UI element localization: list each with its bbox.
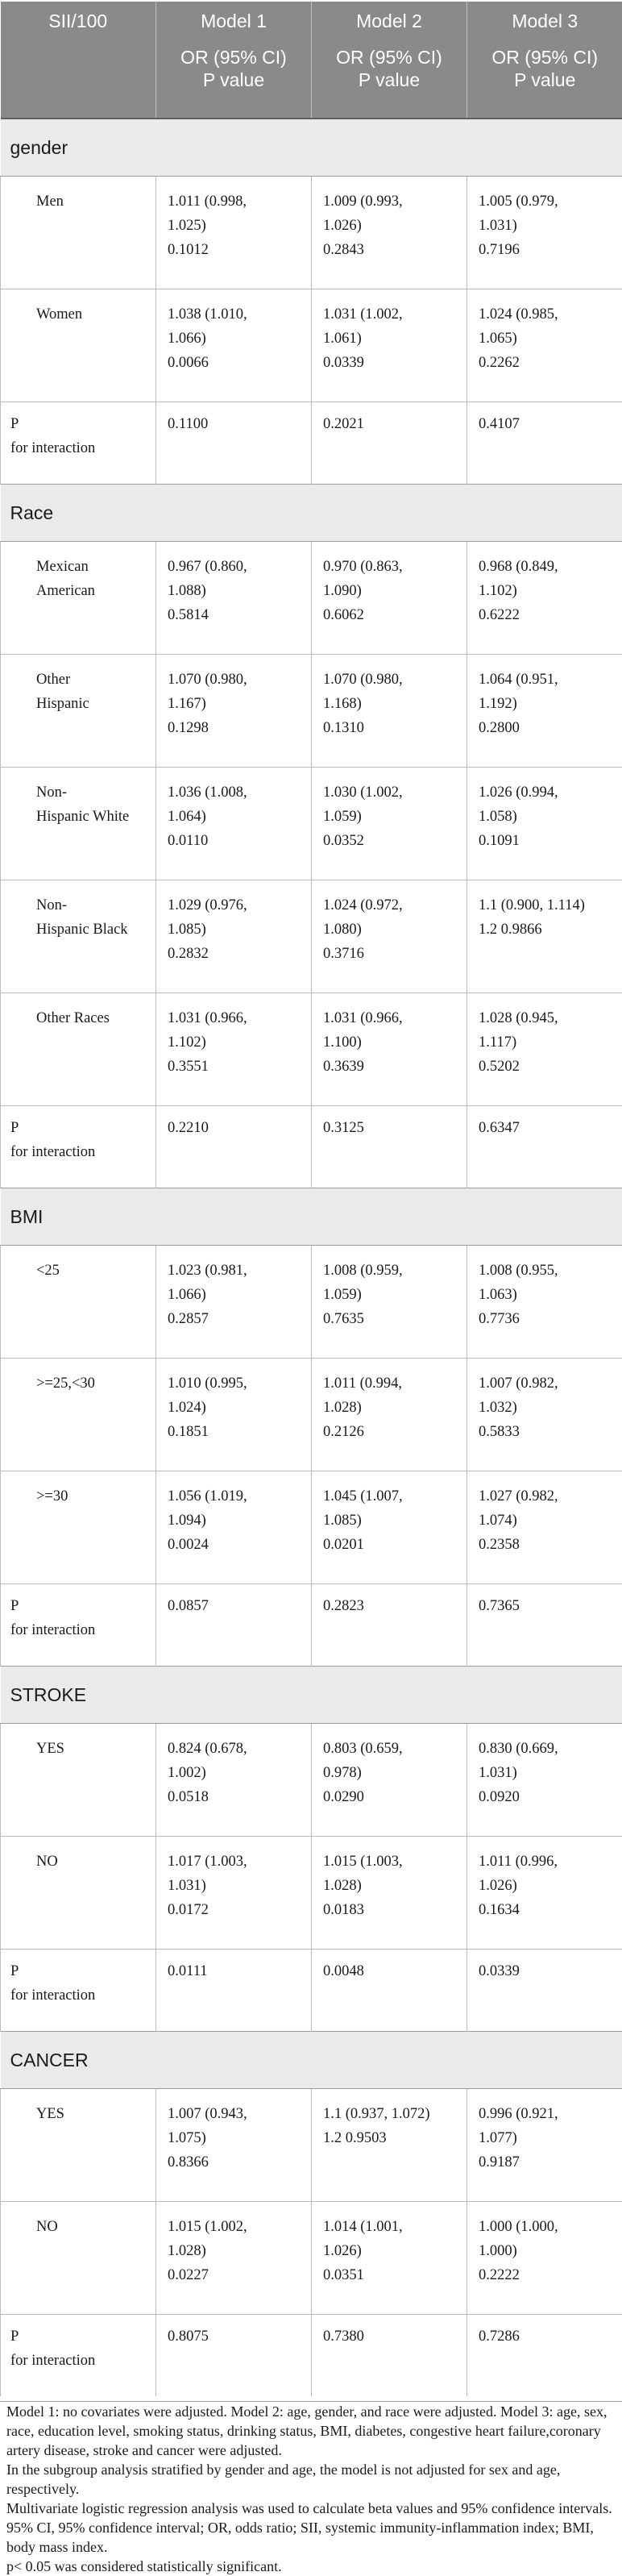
interaction-row [1,1950,622,2032]
value-cell: 1.031 (0.966, 1.100) 0.3639 [312,993,467,1106]
table-row [1,993,622,1106]
value-cell: 1.027 (0.982, 1.074) 0.2358 [467,1471,622,1584]
value-cell: 1.009 (0.993, 1.026) 0.2843 [312,177,467,289]
section-row [1,119,622,177]
row-label: Other Hispanic [1,655,156,768]
footnote: 95% CI, 95% confidence interval; OR, odds ratio; SII, systemic immunity-inflammation index; BMI, body mass index. [6,2518,616,2557]
table-row [1,1837,622,1950]
table-row [1,768,622,880]
value-cell: 0.830 (0.669, 1.031) 0.0920 [467,1724,622,1837]
value-cell: 1.1 (0.937, 1.072) 1.2 0.9503 [312,2089,467,2202]
table-row [1,1246,622,1359]
value-cell: 1.070 (0.980, 1.168) 0.1310 [312,655,467,768]
row-label: Women [1,289,156,402]
interaction-p-value: 0.0857 [156,1584,312,1667]
interaction-row [1,402,622,485]
value-cell: 1.008 (0.959, 1.059) 0.7635 [312,1246,467,1359]
value-cell: 1.015 (1.002, 1.028) 0.0227 [156,2202,312,2315]
row-label: <25 [1,1246,156,1359]
value-cell: 1.008 (0.955, 1.063) 0.7736 [467,1246,622,1359]
value-cell: 1.011 (0.996, 1.026) 0.1634 [467,1837,622,1950]
footnote: Model 1: no covariates were adjusted. Model 2: age, gender, and race were adjusted. Model 3: age, sex, race, education level, smoking status, drinking status, BMI, diabetes, congestive heart failure,coronary artery disease, stroke and cancer were adjusted. [6,2402,616,2460]
interaction-label: P for interaction [1,1950,156,2032]
section-row [1,2032,622,2089]
value-cell: 1.028 (0.945, 1.117) 0.5202 [467,993,622,1106]
interaction-p-value: 0.1100 [156,402,312,485]
interaction-p-value: 0.2823 [312,1584,467,1667]
interaction-p-value: 0.0339 [467,1950,622,2032]
table-row [1,289,622,402]
value-cell: 1.011 (0.994, 1.028) 0.2126 [312,1359,467,1471]
interaction-label: P for interaction [1,1106,156,1188]
value-cell: 0.803 (0.659, 0.978) 0.0290 [312,1724,467,1837]
table-row [1,1471,622,1584]
interaction-p-value: 0.3125 [312,1106,467,1188]
value-cell: 1.014 (1.001, 1.026) 0.0351 [312,2202,467,2315]
interaction-p-value: 0.0111 [156,1950,312,2032]
value-cell: 1.007 (0.943, 1.075) 0.8366 [156,2089,312,2202]
table-row [1,1359,622,1471]
table-row [1,655,622,768]
interaction-row [1,1106,622,1188]
value-cell: 0.824 (0.678, 1.002) 0.0518 [156,1724,312,1837]
value-cell: 1.000 (1.000, 1.000) 0.2222 [467,2202,622,2315]
table-row [1,177,622,289]
header-model-1: Model 1 [156,2,312,43]
row-label: YES [1,2089,156,2202]
interaction-p-value: 0.7365 [467,1584,622,1667]
header-subtitle: OR (95% CI) P value [156,43,312,119]
value-cell: 1.015 (1.003, 1.028) 0.0183 [312,1837,467,1950]
header-model-3: Model 3 [467,2,622,43]
section-row [1,1667,622,1724]
value-cell: 0.970 (0.863, 1.090) 0.6062 [312,542,467,655]
interaction-label: P for interaction [1,402,156,485]
value-cell: 0.968 (0.849, 1.102) 0.6222 [467,542,622,655]
interaction-p-value: 0.8075 [156,2315,312,2397]
footnotes [0,2401,622,2576]
interaction-p-value: 0.6347 [467,1106,622,1188]
value-cell: 1.1 (0.900, 1.114) 1.2 0.9866 [467,880,622,993]
value-cell: 1.024 (0.972, 1.080) 0.3716 [312,880,467,993]
interaction-label: P for interaction [1,2315,156,2397]
row-label: NO [1,1837,156,1950]
table-body [1,119,622,2396]
row-label: Men [1,177,156,289]
interaction-p-value: 0.0048 [312,1950,467,2032]
section-row [1,1188,622,1246]
table-row [1,2089,622,2202]
value-cell: 1.017 (1.003, 1.031) 0.0172 [156,1837,312,1950]
footnote: In the subgroup analysis stratified by gender and age, the model is not adjusted for sex and age, respectively. [6,2460,616,2499]
row-label: Non- Hispanic Black [1,880,156,993]
row-label: >=25,<30 [1,1359,156,1471]
value-cell: 0.996 (0.921, 1.077) 0.9187 [467,2089,622,2202]
row-label: YES [1,1724,156,1837]
section-title: STROKE [1,1667,622,1724]
header-blank [1,43,156,119]
section-title: gender [1,119,622,177]
interaction-p-value: 0.7380 [312,2315,467,2397]
value-cell: 1.031 (1.002, 1.061) 0.0339 [312,289,467,402]
header-model-2: Model 2 [312,2,467,43]
section-title: BMI [1,1188,622,1246]
results-table [0,2,622,2396]
interaction-p-value: 0.2021 [312,402,467,485]
value-cell: 1.045 (1.007, 1.085) 0.0201 [312,1471,467,1584]
header-subtitle: OR (95% CI) P value [312,43,467,119]
interaction-row [1,1584,622,1667]
value-cell: 1.024 (0.985, 1.065) 0.2262 [467,289,622,402]
value-cell: 1.007 (0.982, 1.032) 0.5833 [467,1359,622,1471]
section-title: CANCER [1,2032,622,2089]
row-label: Non- Hispanic White [1,768,156,880]
value-cell: 1.031 (0.966, 1.102) 0.3551 [156,993,312,1106]
row-label: Mexican American [1,542,156,655]
interaction-label: P for interaction [1,1584,156,1667]
table-row [1,880,622,993]
footnote: p< 0.05 was considered statistically significant. [6,2557,616,2576]
row-label: >=30 [1,1471,156,1584]
value-cell: 1.070 (0.980, 1.167) 0.1298 [156,655,312,768]
value-cell: 1.029 (0.976, 1.085) 0.2832 [156,880,312,993]
value-cell: 1.023 (0.981, 1.066) 0.2857 [156,1246,312,1359]
value-cell: 1.026 (0.994, 1.058) 0.1091 [467,768,622,880]
table-row [1,2202,622,2315]
interaction-p-value: 0.2210 [156,1106,312,1188]
value-cell: 1.064 (0.951, 1.192) 0.2800 [467,655,622,768]
section-title: Race [1,485,622,542]
table-row [1,542,622,655]
row-label: NO [1,2202,156,2315]
section-row [1,485,622,542]
row-label: Other Races [1,993,156,1106]
value-cell: 1.030 (1.002, 1.059) 0.0352 [312,768,467,880]
footnote: Multivariate logistic regression analysis was used to calculate beta values and 95% confidence intervals. [6,2499,616,2518]
value-cell: 1.005 (0.979, 1.031) 0.7196 [467,177,622,289]
value-cell: 1.056 (1.019, 1.094) 0.0024 [156,1471,312,1584]
value-cell: 1.036 (1.008, 1.064) 0.0110 [156,768,312,880]
header-sii: SII/100 [1,2,156,43]
value-cell: 1.010 (0.995, 1.024) 0.1851 [156,1359,312,1471]
header-subtitle: OR (95% CI) P value [467,43,622,119]
interaction-row [1,2315,622,2397]
value-cell: 1.011 (0.998, 1.025) 0.1012 [156,177,312,289]
value-cell: 0.967 (0.860, 1.088) 0.5814 [156,542,312,655]
interaction-p-value: 0.4107 [467,402,622,485]
table-row [1,1724,622,1837]
table-header [1,2,622,119]
interaction-p-value: 0.7286 [467,2315,622,2397]
value-cell: 1.038 (1.010, 1.066) 0.0066 [156,289,312,402]
